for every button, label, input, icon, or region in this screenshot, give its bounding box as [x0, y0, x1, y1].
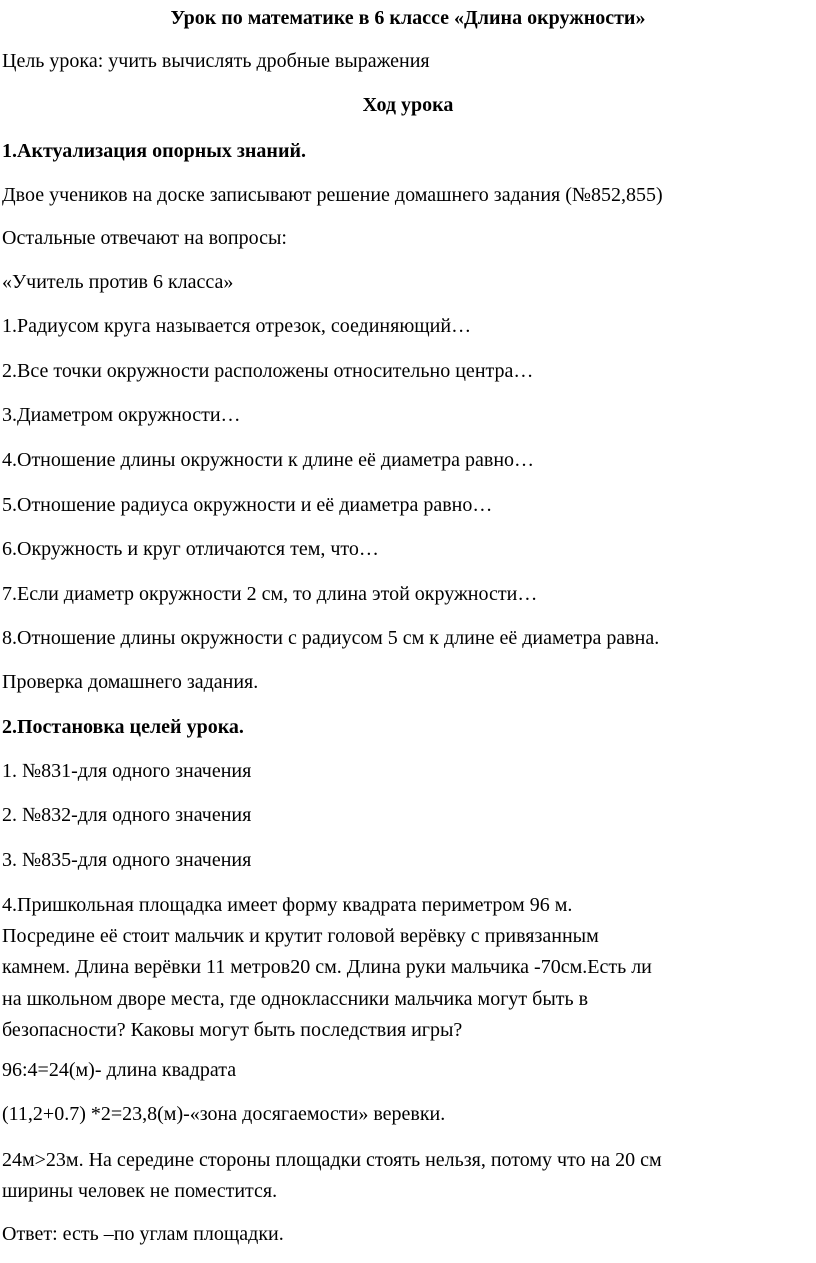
problem-line: на школьном дворе места, где одноклассники мальчика могут быть в: [2, 988, 589, 1010]
task-item: 2. №832-для одного значения: [2, 804, 252, 826]
question-item: 6.Окружность и круг отличаются тем, что…: [2, 538, 379, 560]
conclusion-line: ширины человек не поместится.: [2, 1180, 278, 1202]
problem-line: безопасности? Каковы могут быть последствия игры?: [2, 1019, 463, 1041]
document-title: Урок по математике в 6 классе «Длина окружности»: [170, 7, 646, 29]
question-item: 1.Радиусом круга называется отрезок, соединяющий…: [2, 315, 472, 337]
problem-line: Посредине её стоит мальчик и крутит головой верёвку с привязанным: [2, 925, 599, 947]
section2-heading: 2.Постановка целей урока.: [2, 716, 244, 738]
calculation-line: (11,2+0.7) *2=23,8(м)-«зона досягаемости» веревки.: [2, 1103, 446, 1125]
answer-line: Ответ: есть –по углам площадки.: [2, 1223, 284, 1245]
lesson-heading: Ход урока: [362, 94, 454, 116]
question-item: 3.Диаметром окружности…: [2, 404, 241, 426]
task-item: 3. №835-для одного значения: [2, 849, 252, 871]
problem-line: камнем. Длина верёвки 11 метров20 см. Длина руки мальчика -70см.Есть ли: [2, 956, 652, 978]
calculation-line: 96:4=24(м)- длина квадрата: [2, 1059, 237, 1081]
question-item: 8.Отношение длины окружности с радиусом 5 см к длине её диаметра равна.: [2, 627, 660, 649]
question-item: 4.Отношение длины окружности к длине её диаметра равно…: [2, 449, 535, 471]
question-item: 5.Отношение радиуса окружности и её диаметра равно…: [2, 494, 493, 516]
conclusion-line: 24м>23м. На середине стороны площадки стоять нельзя, потому что на 20 см: [2, 1149, 662, 1171]
section1-heading: 1.Актуализация опорных знаний.: [2, 140, 307, 162]
problem-line: 4.Пришкольная площадка имеет форму квадрата периметром 96 м.: [2, 894, 573, 916]
question-item: 7.Если диаметр окружности 2 см, то длина этой окружности…: [2, 583, 538, 605]
question-item: 2.Все точки окружности расположены относительно центра…: [2, 360, 534, 382]
section1-intro-line1: Двое учеников на доске записывают решение домашнего задания (№852,855): [2, 184, 663, 206]
task-item: 1. №831-для одного значения: [2, 760, 252, 782]
game-title: «Учитель против 6 класса»: [2, 271, 234, 293]
section1-intro-line2: Остальные отвечают на вопросы:: [2, 227, 287, 249]
homework-check: Проверка домашнего задания.: [2, 671, 259, 693]
lesson-goal: Цель урока: учить вычислять дробные выражения: [2, 50, 430, 72]
